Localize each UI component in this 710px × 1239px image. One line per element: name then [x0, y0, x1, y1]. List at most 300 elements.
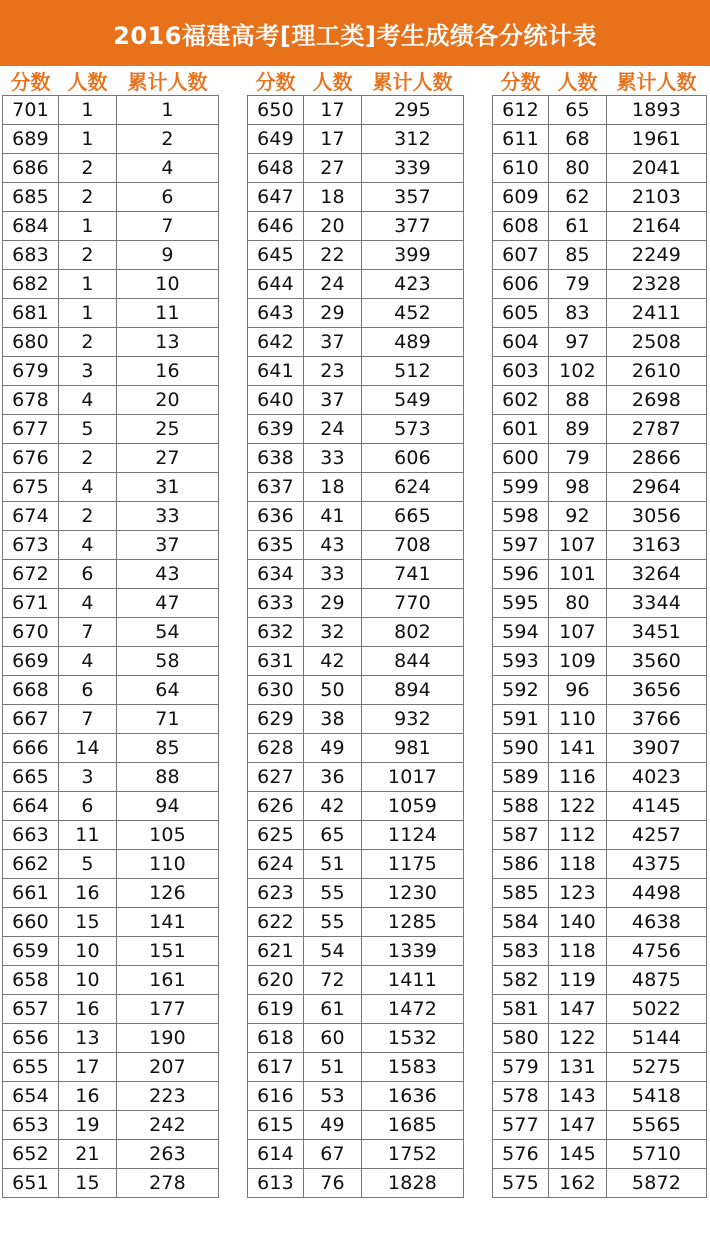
count-cell: 4: [59, 647, 117, 676]
count-cell: 53: [304, 1082, 362, 1111]
score-cell: 599: [493, 473, 549, 502]
cumulative-cell: 5144: [607, 1024, 707, 1053]
table-row: [493, 299, 707, 328]
count-cell: 1: [59, 96, 117, 125]
cumulative-cell: 3560: [607, 647, 707, 676]
cumulative-cell: 1685: [362, 1111, 464, 1140]
count-cell: 17: [59, 1053, 117, 1082]
table-row: [248, 589, 464, 618]
count-cell: 68: [549, 125, 607, 154]
count-cell: 10: [59, 966, 117, 995]
cumulative-cell: 190: [117, 1024, 219, 1053]
score-cell: 657: [3, 995, 59, 1024]
table-row: [248, 850, 464, 879]
count-cell: 107: [549, 531, 607, 560]
table-row: [248, 212, 464, 241]
score-cell: 609: [493, 183, 549, 212]
table-row: [248, 125, 464, 154]
count-cell: 72: [304, 966, 362, 995]
count-cell: 55: [304, 879, 362, 908]
score-cell: 587: [493, 821, 549, 850]
table-row: [248, 1082, 464, 1111]
count-cell: 19: [59, 1111, 117, 1140]
score-cell: 628: [248, 734, 304, 763]
count-cell: 4: [59, 473, 117, 502]
cumulative-cell: 2411: [607, 299, 707, 328]
count-cell: 15: [59, 1169, 117, 1198]
table-row: [3, 386, 219, 415]
count-cell: 18: [304, 473, 362, 502]
count-cell: 92: [549, 502, 607, 531]
count-cell: 1: [59, 125, 117, 154]
count-cell: 27: [304, 154, 362, 183]
cumulative-cell: 4875: [607, 966, 707, 995]
score-cell: 633: [248, 589, 304, 618]
score-cell: 627: [248, 763, 304, 792]
count-cell: 67: [304, 1140, 362, 1169]
table-row: [493, 125, 707, 154]
cumulative-cell: 981: [362, 734, 464, 763]
score-cell: 616: [248, 1082, 304, 1111]
header-count: 人数: [59, 66, 117, 96]
score-cell: 606: [493, 270, 549, 299]
cumulative-cell: 177: [117, 995, 219, 1024]
count-cell: 18: [304, 183, 362, 212]
cumulative-cell: 2964: [607, 473, 707, 502]
cumulative-cell: 377: [362, 212, 464, 241]
cumulative-cell: 5565: [607, 1111, 707, 1140]
score-cell: 610: [493, 154, 549, 183]
table-row: [3, 241, 219, 270]
score-cell: 601: [493, 415, 549, 444]
cumulative-cell: 2041: [607, 154, 707, 183]
table-row: [3, 125, 219, 154]
score-cell: 682: [3, 270, 59, 299]
score-cell: 666: [3, 734, 59, 763]
table-header-row: [3, 66, 219, 96]
count-cell: 49: [304, 734, 362, 763]
count-cell: 61: [304, 995, 362, 1024]
table-row: [248, 705, 464, 734]
count-cell: 118: [549, 850, 607, 879]
table-row: [3, 444, 219, 473]
cumulative-cell: 3264: [607, 560, 707, 589]
cumulative-cell: 88: [117, 763, 219, 792]
table-row: [493, 908, 707, 937]
table-row: [248, 676, 464, 705]
table-row: [493, 1053, 707, 1082]
table-row: [493, 1111, 707, 1140]
cumulative-cell: 5275: [607, 1053, 707, 1082]
table-row: [3, 676, 219, 705]
table-row: [493, 589, 707, 618]
table-row: [3, 183, 219, 212]
cumulative-cell: 141: [117, 908, 219, 937]
table-row: [493, 734, 707, 763]
table-row: [3, 473, 219, 502]
count-cell: 80: [549, 154, 607, 183]
cumulative-cell: 242: [117, 1111, 219, 1140]
table-row: [248, 270, 464, 299]
score-cell: 604: [493, 328, 549, 357]
score-cell: 597: [493, 531, 549, 560]
count-cell: 80: [549, 589, 607, 618]
score-cell: 649: [248, 125, 304, 154]
table-row: [3, 212, 219, 241]
cumulative-cell: 110: [117, 850, 219, 879]
cumulative-cell: 2698: [607, 386, 707, 415]
header-score: 分数: [493, 66, 549, 96]
score-cell: 591: [493, 705, 549, 734]
cumulative-cell: 512: [362, 357, 464, 386]
table-row: [493, 386, 707, 415]
header-cumulative: 累计人数: [117, 66, 219, 96]
score-cell: 658: [3, 966, 59, 995]
score-cell: 663: [3, 821, 59, 850]
cumulative-cell: 399: [362, 241, 464, 270]
cumulative-cell: 37: [117, 531, 219, 560]
cumulative-cell: 13: [117, 328, 219, 357]
cumulative-cell: 54: [117, 618, 219, 647]
cumulative-cell: 844: [362, 647, 464, 676]
cumulative-cell: 1230: [362, 879, 464, 908]
table-row: [3, 299, 219, 328]
cumulative-cell: 85: [117, 734, 219, 763]
score-cell: 594: [493, 618, 549, 647]
table-row: [248, 792, 464, 821]
cumulative-cell: 4498: [607, 879, 707, 908]
header-cumulative: 累计人数: [607, 66, 707, 96]
count-cell: 23: [304, 357, 362, 386]
table-row: [248, 618, 464, 647]
table-row: [248, 647, 464, 676]
count-cell: 112: [549, 821, 607, 850]
count-cell: 43: [304, 531, 362, 560]
table-row: [3, 995, 219, 1024]
page-title: 2016福建高考[理工类]考生成绩各分统计表: [0, 0, 710, 66]
count-cell: 85: [549, 241, 607, 270]
cumulative-cell: 94: [117, 792, 219, 821]
score-cell: 701: [3, 96, 59, 125]
cumulative-cell: 105: [117, 821, 219, 850]
score-cell: 605: [493, 299, 549, 328]
cumulative-cell: 1583: [362, 1053, 464, 1082]
cumulative-cell: 1339: [362, 937, 464, 966]
score-cell: 668: [3, 676, 59, 705]
count-cell: 101: [549, 560, 607, 589]
score-cell: 639: [248, 415, 304, 444]
count-cell: 24: [304, 270, 362, 299]
score-cell: 662: [3, 850, 59, 879]
cumulative-cell: 5710: [607, 1140, 707, 1169]
count-cell: 97: [549, 328, 607, 357]
score-cell: 664: [3, 792, 59, 821]
cumulative-cell: 5872: [607, 1169, 707, 1198]
score-cell: 677: [3, 415, 59, 444]
table-row: [3, 589, 219, 618]
score-cell: 579: [493, 1053, 549, 1082]
table-row: [493, 212, 707, 241]
table-row: [3, 792, 219, 821]
cumulative-cell: 1285: [362, 908, 464, 937]
score-cell: 641: [248, 357, 304, 386]
cumulative-cell: 11: [117, 299, 219, 328]
score-cell: 625: [248, 821, 304, 850]
table-row: [3, 879, 219, 908]
table-row: [248, 415, 464, 444]
score-cell: 637: [248, 473, 304, 502]
score-cell: 632: [248, 618, 304, 647]
table-row: [248, 937, 464, 966]
table-row: [248, 908, 464, 937]
count-cell: 79: [549, 270, 607, 299]
table-row: [248, 96, 464, 125]
cumulative-cell: 1636: [362, 1082, 464, 1111]
score-cell: 630: [248, 676, 304, 705]
score-cell: 617: [248, 1053, 304, 1082]
cumulative-cell: 2866: [607, 444, 707, 473]
header-score: 分数: [248, 66, 304, 96]
score-cell: 643: [248, 299, 304, 328]
cumulative-cell: 25: [117, 415, 219, 444]
score-cell: 646: [248, 212, 304, 241]
table-row: [248, 183, 464, 212]
cumulative-cell: 71: [117, 705, 219, 734]
count-cell: 96: [549, 676, 607, 705]
cumulative-cell: 161: [117, 966, 219, 995]
count-cell: 1: [59, 299, 117, 328]
cumulative-cell: 2: [117, 125, 219, 154]
table-row: [493, 183, 707, 212]
score-cell: 647: [248, 183, 304, 212]
table-row: [3, 937, 219, 966]
count-cell: 98: [549, 473, 607, 502]
table-row: [493, 763, 707, 792]
table-row: [3, 966, 219, 995]
header-count: 人数: [304, 66, 362, 96]
table-row: [493, 357, 707, 386]
count-cell: 2: [59, 328, 117, 357]
score-cell: 642: [248, 328, 304, 357]
table-row: [248, 444, 464, 473]
header-cumulative: 累计人数: [362, 66, 464, 96]
cumulative-cell: 3766: [607, 705, 707, 734]
score-cell: 678: [3, 386, 59, 415]
count-cell: 2: [59, 241, 117, 270]
table-row: [493, 647, 707, 676]
score-cell: 602: [493, 386, 549, 415]
count-cell: 36: [304, 763, 362, 792]
count-cell: 49: [304, 1111, 362, 1140]
cumulative-cell: 1: [117, 96, 219, 125]
cumulative-cell: 6: [117, 183, 219, 212]
table-row: [493, 937, 707, 966]
cumulative-cell: 1893: [607, 96, 707, 125]
score-cell: 650: [248, 96, 304, 125]
score-cell: 611: [493, 125, 549, 154]
score-cell: 621: [248, 937, 304, 966]
score-cell: 620: [248, 966, 304, 995]
score-cell: 635: [248, 531, 304, 560]
score-cell: 600: [493, 444, 549, 473]
cumulative-cell: 1532: [362, 1024, 464, 1053]
cumulative-cell: 1124: [362, 821, 464, 850]
cumulative-cell: 3056: [607, 502, 707, 531]
cumulative-cell: 16: [117, 357, 219, 386]
table-row: [248, 531, 464, 560]
cumulative-cell: 624: [362, 473, 464, 502]
cumulative-cell: 606: [362, 444, 464, 473]
score-cell: 660: [3, 908, 59, 937]
cumulative-cell: 932: [362, 705, 464, 734]
score-cell: 580: [493, 1024, 549, 1053]
table-row: [493, 966, 707, 995]
count-cell: 51: [304, 850, 362, 879]
cumulative-cell: 126: [117, 879, 219, 908]
count-cell: 24: [304, 415, 362, 444]
header-count: 人数: [549, 66, 607, 96]
table-row: [248, 328, 464, 357]
score-cell: 589: [493, 763, 549, 792]
cumulative-cell: 423: [362, 270, 464, 299]
table-row: [3, 1082, 219, 1111]
table-row: [493, 792, 707, 821]
count-cell: 13: [59, 1024, 117, 1053]
table-row: [493, 879, 707, 908]
score-cell: 689: [3, 125, 59, 154]
table-row: [3, 908, 219, 937]
score-cell: 577: [493, 1111, 549, 1140]
table-row: [493, 328, 707, 357]
table-row: [3, 821, 219, 850]
table-row: [493, 850, 707, 879]
score-cell: 575: [493, 1169, 549, 1198]
score-cell: 634: [248, 560, 304, 589]
table-row: [493, 270, 707, 299]
table-row: [248, 241, 464, 270]
count-cell: 17: [304, 96, 362, 125]
count-cell: 123: [549, 879, 607, 908]
cumulative-cell: 489: [362, 328, 464, 357]
count-cell: 162: [549, 1169, 607, 1198]
count-cell: 14: [59, 734, 117, 763]
score-cell: 640: [248, 386, 304, 415]
count-cell: 6: [59, 560, 117, 589]
score-cell: 588: [493, 792, 549, 821]
table-row: [248, 1024, 464, 1053]
score-cell: 679: [3, 357, 59, 386]
count-cell: 122: [549, 792, 607, 821]
cumulative-cell: 3656: [607, 676, 707, 705]
cumulative-cell: 5418: [607, 1082, 707, 1111]
score-cell: 683: [3, 241, 59, 270]
cumulative-cell: 573: [362, 415, 464, 444]
count-cell: 102: [549, 357, 607, 386]
count-cell: 7: [59, 618, 117, 647]
count-cell: 10: [59, 937, 117, 966]
table-row: [493, 241, 707, 270]
cumulative-cell: 10: [117, 270, 219, 299]
cumulative-cell: 1752: [362, 1140, 464, 1169]
count-cell: 61: [549, 212, 607, 241]
score-cell: 595: [493, 589, 549, 618]
cumulative-cell: 2328: [607, 270, 707, 299]
cumulative-cell: 5022: [607, 995, 707, 1024]
table-row: [3, 1024, 219, 1053]
score-cell: 681: [3, 299, 59, 328]
score-cell: 596: [493, 560, 549, 589]
cumulative-cell: 3344: [607, 589, 707, 618]
score-cell: 603: [493, 357, 549, 386]
score-cell: 644: [248, 270, 304, 299]
score-cell: 623: [248, 879, 304, 908]
count-cell: 51: [304, 1053, 362, 1082]
cumulative-cell: 4257: [607, 821, 707, 850]
score-table-2: [247, 66, 464, 1198]
count-cell: 2: [59, 154, 117, 183]
score-cell: 612: [493, 96, 549, 125]
table-row: [3, 96, 219, 125]
count-cell: 145: [549, 1140, 607, 1169]
cumulative-cell: 4: [117, 154, 219, 183]
cumulative-cell: 1411: [362, 966, 464, 995]
cumulative-cell: 33: [117, 502, 219, 531]
count-cell: 60: [304, 1024, 362, 1053]
table-row: [3, 531, 219, 560]
count-cell: 22: [304, 241, 362, 270]
cumulative-cell: 1059: [362, 792, 464, 821]
score-cell: 676: [3, 444, 59, 473]
cumulative-cell: 263: [117, 1140, 219, 1169]
score-cell: 584: [493, 908, 549, 937]
table-row: [493, 821, 707, 850]
cumulative-cell: 741: [362, 560, 464, 589]
score-cell: 593: [493, 647, 549, 676]
score-cell: 607: [493, 241, 549, 270]
table-row: [493, 1140, 707, 1169]
score-cell: 648: [248, 154, 304, 183]
table-row: [493, 96, 707, 125]
table-row: [3, 502, 219, 531]
cumulative-cell: 2249: [607, 241, 707, 270]
cumulative-cell: 2103: [607, 183, 707, 212]
cumulative-cell: 3451: [607, 618, 707, 647]
cumulative-cell: 452: [362, 299, 464, 328]
table-row: [493, 560, 707, 589]
count-cell: 29: [304, 589, 362, 618]
count-cell: 140: [549, 908, 607, 937]
count-cell: 16: [59, 1082, 117, 1111]
count-cell: 21: [59, 1140, 117, 1169]
count-cell: 4: [59, 386, 117, 415]
table-row: [248, 734, 464, 763]
cumulative-cell: 278: [117, 1169, 219, 1198]
count-cell: 83: [549, 299, 607, 328]
table-row: [248, 357, 464, 386]
count-cell: 2: [59, 183, 117, 212]
score-cell: 631: [248, 647, 304, 676]
table-row: [493, 154, 707, 183]
cumulative-cell: 7: [117, 212, 219, 241]
table-row: [493, 705, 707, 734]
table-row: [3, 1111, 219, 1140]
score-cell: 645: [248, 241, 304, 270]
cumulative-cell: 1472: [362, 995, 464, 1024]
table-row: [3, 850, 219, 879]
table-row: [3, 1053, 219, 1082]
count-cell: 79: [549, 444, 607, 473]
score-cell: 624: [248, 850, 304, 879]
